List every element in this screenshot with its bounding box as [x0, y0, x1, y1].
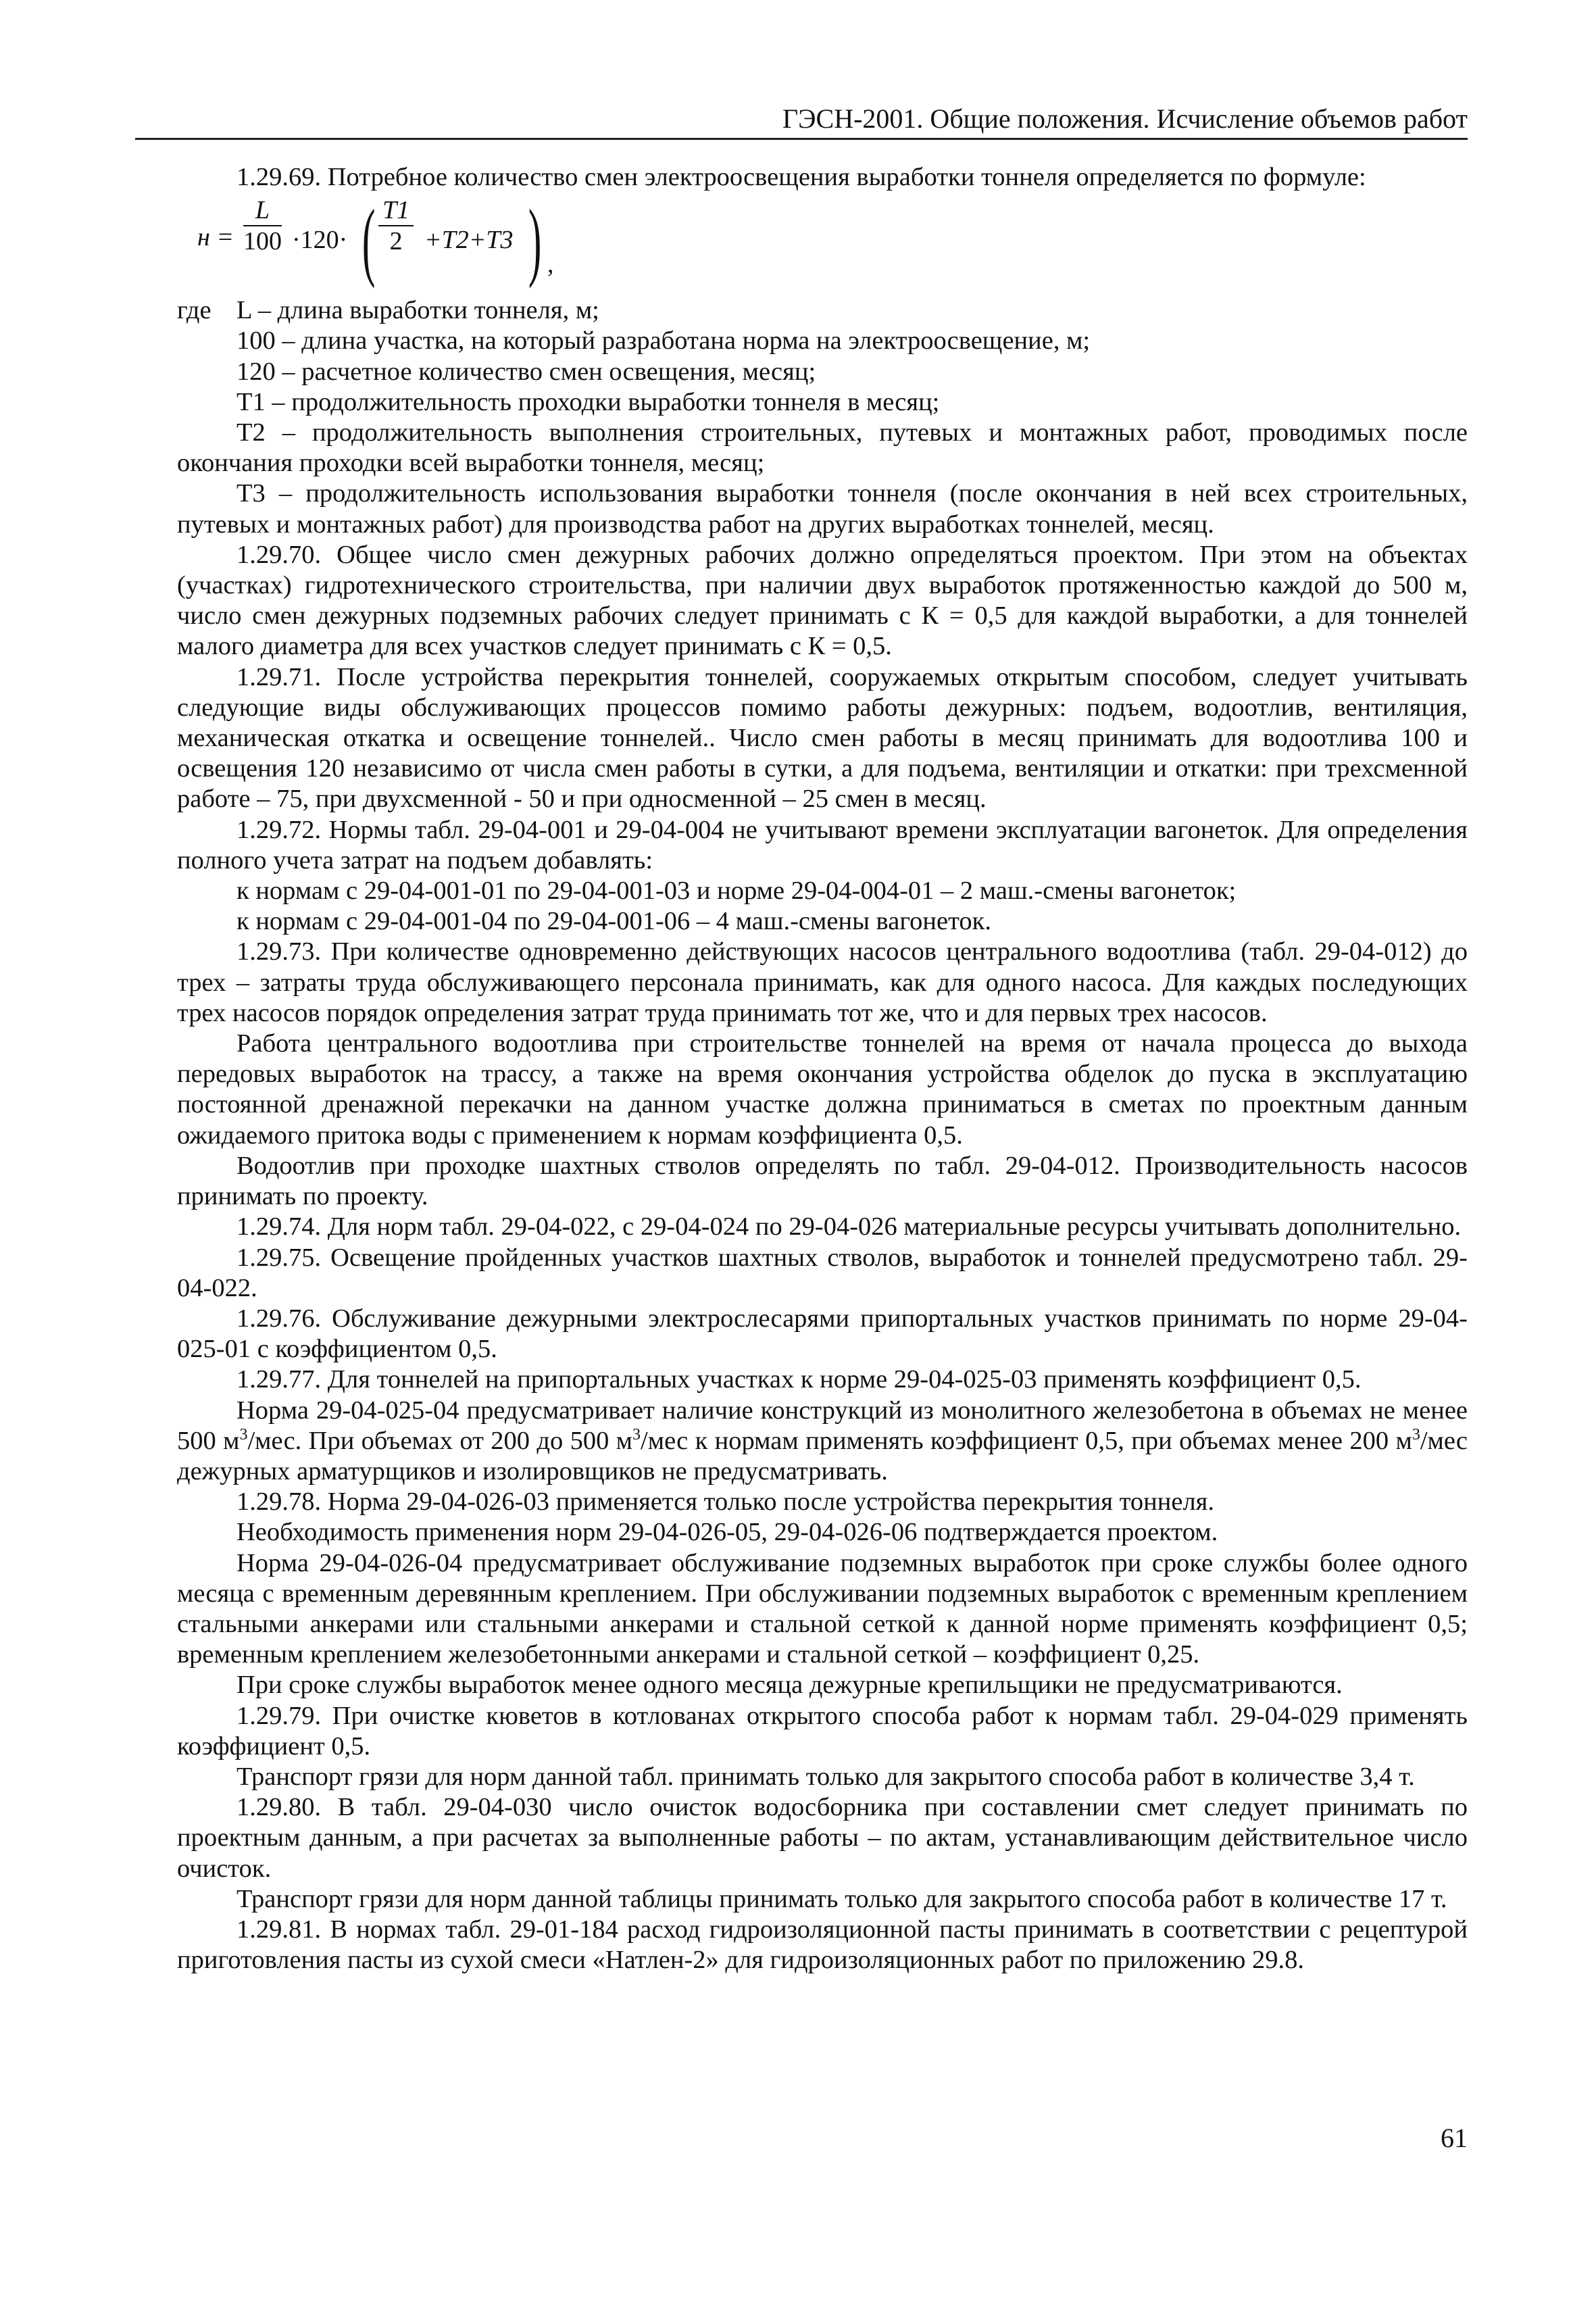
- paragraph-1-29-69: 1.29.69. Потребное количество смен электроосвещения выработки тоннеля определяется по формуле:: [236, 163, 1366, 191]
- paragraph-1-29-72-item-b: к нормам с 29-04-001-04 по 29-04-001-06 – 4 маш.-смены вагонеток.: [236, 907, 991, 936]
- paragraph-1-29-77: 1.29.77. Для тоннелей на припортальных участках к норме 29-04-025-03 применять коэффициент 0,5.: [236, 1365, 1362, 1394]
- paragraph-1-29-73-shaft-drainage: Водоотлив при проходке шахтных стволов определять по табл. 29-04-012. Производительность насосов принимать по проекту.: [177, 1151, 1468, 1211]
- paragraph-1-29-72: 1.29.72. Нормы табл. 29-04-001 и 29-04-004 не учитывают времени эксплуатации вагонеток. Для определения полного учета затрат на подъем добавлять:: [177, 815, 1468, 875]
- paragraph-1-29-72-item-a: к нормам с 29-04-001-01 по 29-04-001-03 и норме 29-04-004-01 – 2 маш.-смены вагонеток;: [236, 877, 1237, 906]
- paragraph-1-29-73-central-drainage: Работа центрального водоотлива при строительстве тоннелей на время от начала процесса до выхода передовых выработок на трассу, а также на время окончания устройства обделок до пуска в эксплуатацию постоянной дренажной перекачки на данном участке должна приниматься в сметах по проектным данным ожидаемого притока воды с применением к нормам коэффициента 0,5.: [177, 1029, 1468, 1150]
- paragraph-1-29-79-transport: Транспорт грязи для норм данной табл. принимать только для закрытого способа работ в количестве 3,4 т.: [236, 1762, 1415, 1791]
- formula-fraction-l-100: [243, 195, 282, 256]
- paragraph-1-29-71: 1.29.71. После устройства перекрытия тоннелей, сооружаемых открытым способом, следует учитывать следующие виды обслуживающих процессов помимо работы дежурных: подъем, водоотлив, вентиляция, механическая откатка и освещение тоннелей.. Число смен работы в месяц принимать для водоотлива 100 и освещения 120 независимо от числа смен работы в сутки, а для подъема, вентиляции и откатки: при трехсменной работе – 75, при двухсменной - 50 и при односменной – 25 смен в месяц.: [177, 662, 1468, 814]
- where-definition-t1: T1 – продолжительность проходки выработки тоннеля в месяц;: [236, 387, 940, 416]
- paragraph-1-29-80-transport: Транспорт грязи для норм данной таблицы принимать только для закрытого способа работ в количестве 17 т.: [236, 1884, 1447, 1913]
- text-run: /мес. При объемах от 200 до 500 м: [247, 1426, 633, 1455]
- text-run: /мес дежурных арматурщиков и изолировщиков не предусматривать.: [177, 1426, 1468, 1485]
- paragraph-1-29-81: 1.29.81. В нормах табл. 29-01-184 расход гидроизоляционной пасты принимать в соответствии с рецептурой приготовления пасты из сухой смеси «Натлен-2» для гидроизоляционных работ по приложению 29.8.: [177, 1915, 1468, 1975]
- superscript-3: 3: [1412, 1425, 1420, 1444]
- superscript-3: 3: [632, 1425, 641, 1444]
- formula-lhs: н =: [197, 223, 234, 252]
- formula-fraction-denominator: 2: [389, 227, 403, 256]
- paragraph-1-29-76: 1.29.76. Обслуживание дежурными электрослесарями припортальных участков принимать по норме 29-04-025-01 с коэффициентом 0,5.: [177, 1304, 1468, 1364]
- text-run: /мес к нормам применять коэффициент 0,5, при объемах менее 200 м: [641, 1426, 1412, 1455]
- running-header: ГЭСН-2001. Общие положения. Исчисление объемов работ: [135, 101, 1468, 140]
- formula-right-paren: ): [528, 192, 542, 290]
- page-number: 61: [1441, 2123, 1468, 2153]
- formula-tail: +T2+T3: [424, 226, 514, 255]
- paragraph-1-29-79: 1.29.79. При очистке кюветов в котлованах открытого способа работ к нормам табл. 29-04-029 применять коэффициент 0,5.: [177, 1701, 1468, 1761]
- where-definition-l: L – длина выработки тоннеля, м;: [236, 296, 599, 325]
- where-definition-t2: T2 – продолжительность выполнения строительных, путевых и монтажных работ, проводимых после окончания проходки всей выработки тоннеля, месяц;: [177, 418, 1468, 478]
- text-run: Норма 29-04-025-04 предусматривает наличие конструкций из монолитного железобетона в объемах не менее 500 м: [177, 1396, 1468, 1455]
- where-line-l: [177, 295, 1468, 326]
- paragraph-1-29-73: 1.29.73. При количестве одновременно действующих насосов центрального водоотлива (табл. 29-04-012) до трех – затраты труда обслуживающего персонала принимать, как для одного насоса. Для каждых последующих трех насосов порядок определения затрат труда принимать тот же, что и для первых трех насосов.: [177, 937, 1468, 1027]
- formula-fraction-t1-2: [378, 195, 414, 256]
- formula-shift-count: [197, 193, 1468, 295]
- where-definition-100: 100 – длина участка, на который разработана норма на электроосвещение, м;: [236, 326, 1091, 355]
- paragraph-1-29-78-necessity: Необходимость применения норм 29-04-026-05, 29-04-026-06 подтверждается проектом.: [236, 1518, 1218, 1547]
- paragraph-1-29-75: 1.29.75. Освещение пройденных участков шахтных стволов, выработок и тоннелей предусмотрено табл. 29-04-022.: [177, 1243, 1468, 1302]
- document-body: [177, 162, 1468, 1975]
- paragraph-1-29-78-service-life: При сроке службы выработок менее одного месяца дежурные крепильщики не предусматриваются.: [236, 1671, 1343, 1700]
- formula-fraction-numerator: L: [243, 195, 282, 226]
- formula-left-paren: (: [361, 192, 376, 290]
- paragraph-1-29-70: 1.29.70. Общее число смен дежурных рабочих должно определяться проектом. При этом на объектах (участках) гидротехнического строительства, при наличии двух выработок протяженностью каждой до 500 м, число смен дежурных подземных рабочих следует принимать с К = 0,5 для каждой выработки, а для тоннелей малого диаметра для всех участков следует принимать с К = 0,5.: [177, 540, 1468, 661]
- paragraph-1-29-78-norm-026-04: Норма 29-04-026-04 предусматривает обслуживание подземных выработок при сроке службы более одного месяца с временным деревянным креплением. При обслуживании подземных выработок с временным креплением стальными анкерами или стальными анкерами и стальной сеткой к данной норме применять коэффициент 0,5; временным креплением железобетонными анкерами и стальной сеткой – коэффициент 0,25.: [177, 1548, 1468, 1669]
- paragraph-1-29-80: 1.29.80. В табл. 29-04-030 число очисток водосборника при составлении смет следует принимать по проектным данным, а при расчетах за выполненные работы – по актам, устанавливающим действительное число очисток.: [177, 1793, 1468, 1883]
- paragraph-1-29-77-norm-025-04: [177, 1396, 1468, 1487]
- paragraph-1-29-74: 1.29.74. Для норм табл. 29-04-022, с 29-04-024 по 29-04-026 материальные ресурсы учитывать дополнительно.: [236, 1212, 1462, 1241]
- formula-multiplier: ·120·: [292, 226, 348, 255]
- formula-fraction-numerator: T1: [378, 195, 414, 226]
- paragraph-1-29-78: 1.29.78. Норма 29-04-026-03 применяется только после устройства перекрытия тоннеля.: [236, 1487, 1214, 1517]
- formula-comma: ,: [547, 250, 554, 279]
- superscript-3: 3: [239, 1425, 248, 1444]
- where-label: где: [177, 296, 211, 325]
- formula-fraction-denominator: 100: [243, 227, 282, 256]
- where-definition-t3: T3 – продолжительность использования выработки тоннеля (после окончания в ней всех строительных, путевых и монтажных работ) для производства работ на других выработках тоннелей, месяц.: [177, 479, 1468, 539]
- where-definition-120: 120 – расчетное количество смен освещения, месяц;: [236, 357, 816, 386]
